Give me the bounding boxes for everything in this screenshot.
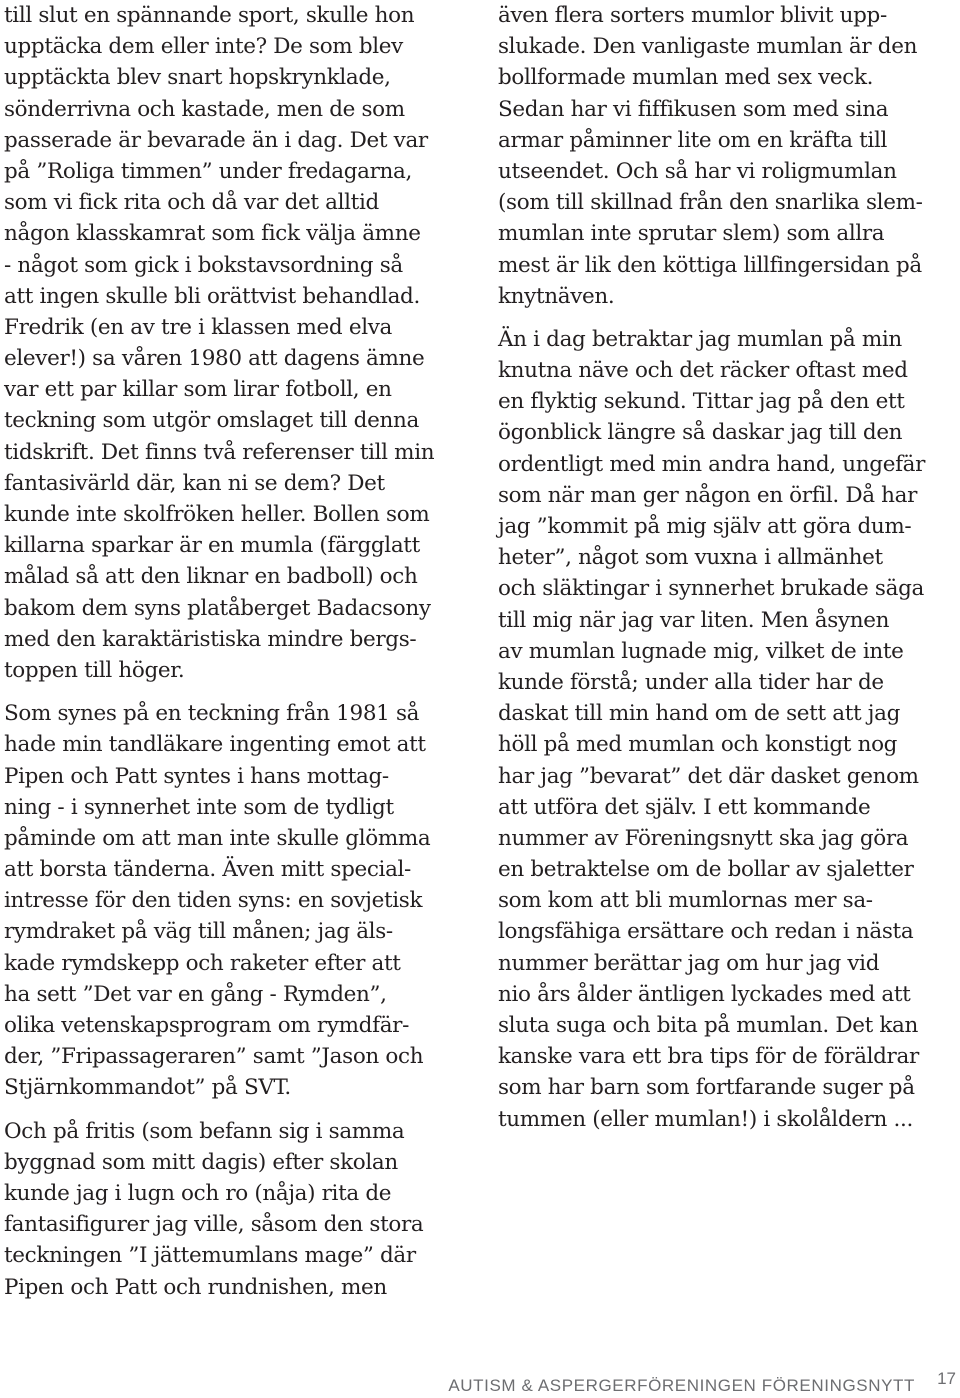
text-line: sönderrivna och kastade, men de som xyxy=(4,96,405,122)
text-line: longsfähiga ersättare och redan i nästa xyxy=(498,919,914,945)
text-line: Och på fritis (som befann sig i samma xyxy=(4,1118,405,1144)
text-line: nio års ålder äntligen lyckades med att xyxy=(498,981,911,1007)
text-line: nummer av Föreningsnytt ska jag göra xyxy=(498,825,909,851)
text-line: var ett par killar som lirar fotboll, en xyxy=(4,377,392,403)
right-column xyxy=(498,0,956,1135)
text-line: kade rymdskepp och raketer efter att xyxy=(4,950,401,976)
text-line: tidskrift. Det finns två referenser till min xyxy=(4,439,435,465)
text-line: Sedan har vi fiffikusen som med sina xyxy=(498,96,889,122)
text-line: mest är lik den köttiga lillfingersidan på xyxy=(498,252,922,278)
text-line: mumlan inte sprutar slem) som allra xyxy=(498,221,885,247)
text-line: ordentligt med min andra hand, ungefär xyxy=(498,451,926,477)
text-line: som har barn som fortfarande suger på xyxy=(498,1075,915,1101)
text-line: teckningen ”I jättemumlans mage” där xyxy=(4,1243,416,1269)
text-line: rymdraket på väg till månen; jag äls- xyxy=(4,919,393,945)
text-line: ha sett ”Det var en gång - Rymden”, xyxy=(4,981,387,1007)
text-line: Som synes på en teckning från 1981 så xyxy=(4,701,420,727)
text-line: sluta suga och bita på mumlan. Det kan xyxy=(498,1013,919,1038)
text-line: Pipen och Patt syntes i hans mottag- xyxy=(4,763,389,789)
text-line: att borsta tänderna. Även mitt special- xyxy=(4,857,411,883)
text-line: med den karaktäristiska mindre bergs- xyxy=(4,626,417,652)
text-line: en betraktelse om de bollar av sjaletter xyxy=(498,857,914,883)
text-line: der, ”Fripassageraren” samt ”Jason och xyxy=(4,1044,424,1070)
text-line: kanske vara ett bra tips för de föräldrar xyxy=(498,1044,919,1070)
text-line: knytnäven. xyxy=(498,283,615,309)
text-line: teckning som utgör omslaget till denna xyxy=(4,408,419,434)
text-line: passerade är bevarade än i dag. Det var xyxy=(4,127,428,153)
publication-title: AUTISM & ASPERGERFÖRENINGEN FÖRENINGSNYTT xyxy=(448,1376,915,1395)
text-line: som när man ger någon en örfil. Då har xyxy=(498,482,918,508)
text-line: på ”Roliga timmen” under fredagarna, xyxy=(4,158,412,184)
text-line: att ingen skulle bli orättvist behandlad. xyxy=(4,283,420,309)
text-line: att utföra det själv. I ett kommande xyxy=(498,794,871,820)
text-line: Pipen och Patt och rundnishen, men xyxy=(4,1274,387,1300)
text-line: fantasifigurer jag ville, såsom den stora xyxy=(4,1212,424,1238)
text-line: kunde inte skolfröken heller. Bollen som xyxy=(4,502,430,527)
text-line: toppen till höger. xyxy=(4,657,185,683)
text-line: ögonblick längre så daskar jag till den xyxy=(498,420,903,446)
text-line: bakom dem syns platåberget Badacsony xyxy=(4,595,431,621)
text-line: killarna sparkar är en mumla (färgglatt xyxy=(4,533,420,559)
text-line: höll på med mumlan och konstigt nog xyxy=(498,732,898,758)
text-line: hade min tandläkare ingenting emot att xyxy=(4,732,426,758)
text-line: någon klasskamrat som fick välja ämne xyxy=(4,221,421,247)
text-line: en flyktig sekund. Tittar jag på den ett xyxy=(498,389,905,415)
left-column xyxy=(4,0,466,1303)
paragraph xyxy=(498,324,956,1135)
text-line: målad så att den liknar en badboll) och xyxy=(4,564,418,590)
text-line: heter”, något som vuxna i allmänhet xyxy=(498,545,883,571)
text-line: fantasivärld där, kan ni se dem? Det xyxy=(4,470,385,496)
text-line: även flera sorters mumlor blivit upp- xyxy=(498,3,887,28)
text-line: som kom att bli mumlornas mer sa- xyxy=(498,888,873,914)
text-line: av mumlan lugnade mig, vilket de inte xyxy=(498,638,904,664)
text-line: (som till skillnad från den snarlika slem- xyxy=(498,190,923,216)
text-line: byggnad som mitt dagis) efter skolan xyxy=(4,1149,398,1175)
paragraph xyxy=(498,0,956,312)
text-line: Än i dag betraktar jag mumlan på min xyxy=(498,326,902,352)
paragraph xyxy=(4,698,466,1103)
paragraph xyxy=(4,0,466,686)
text-line: armar påminner lite om en kräfta till xyxy=(498,127,887,153)
text-line: kunde jag i lugn och ro (nåja) rita de xyxy=(4,1180,392,1206)
text-line: ning - i synnerhet inte som de tydligt xyxy=(4,794,394,820)
text-line: Stjärnkommandot” på SVT. xyxy=(4,1075,291,1101)
text-line: tummen (eller mumlan!) i skolåldern ... xyxy=(498,1106,913,1132)
text-line: som vi fick rita och då var det alltid xyxy=(4,190,379,216)
page-number: 17 xyxy=(937,1369,956,1388)
text-line: - något som gick i bokstavsordning så xyxy=(4,252,403,278)
text-line: daskat till min hand om de sett att jag xyxy=(498,701,900,727)
text-line: Fredrik (en av tre i klassen med elva xyxy=(4,314,392,340)
text-line: till mig när jag var liten. Men åsynen xyxy=(498,607,890,633)
text-line: jag ”kommit på mig själv att göra dum- xyxy=(498,514,912,539)
text-line: har jag ”bevarat” det där dasket genom xyxy=(498,763,919,789)
text-line: upptäckta blev snart hopskrynklade, xyxy=(4,65,391,91)
text-line: nummer berättar jag om hur jag vid xyxy=(498,950,880,976)
text-line: till slut en spännande sport, skulle hon xyxy=(4,3,415,28)
text-line: knutna näve och det räcker oftast med xyxy=(498,358,908,384)
text-line: elever!) sa våren 1980 att dagens ämne xyxy=(4,346,425,372)
paragraph xyxy=(4,1116,466,1303)
text-line: påminde om att man inte skulle glömma xyxy=(4,825,431,851)
text-line: utseendet. Och så har vi roligmumlan xyxy=(498,158,897,184)
text-line: slukade. Den vanligaste mumlan är den xyxy=(498,34,918,60)
text-line: bollformade mumlan med sex veck. xyxy=(498,65,874,91)
text-line: olika vetenskapsprogram om rymdfär- xyxy=(4,1013,410,1038)
text-line: intresse för den tiden syns: en sovjetisk xyxy=(4,888,423,914)
text-line: upptäcka dem eller inte? De som blev xyxy=(4,34,403,60)
text-line: kunde förstå; under alla tider har de xyxy=(498,669,884,695)
text-line: och släktingar i synnerhet brukade säga xyxy=(498,576,924,602)
